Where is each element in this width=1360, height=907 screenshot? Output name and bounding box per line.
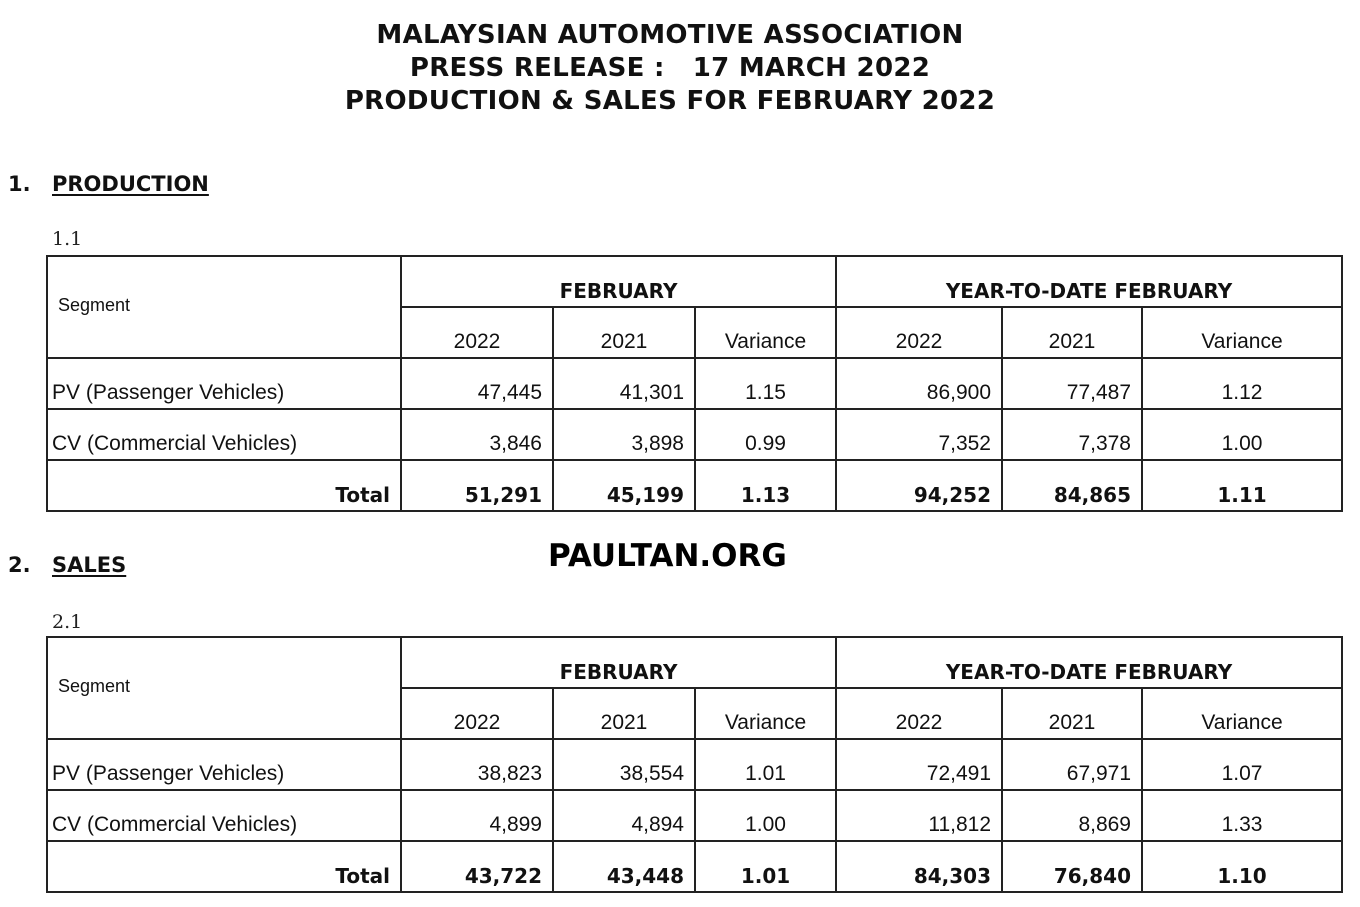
table-row bbox=[47, 790, 1342, 841]
column-header: 2021 bbox=[553, 688, 695, 739]
column-header: Variance bbox=[1142, 688, 1342, 739]
production-table bbox=[46, 255, 1343, 512]
segment-header: Segment bbox=[47, 256, 401, 358]
table-cell: 41,301 bbox=[553, 358, 695, 409]
document-title: MALAYSIAN AUTOMOTIVE ASSOCIATION bbox=[376, 20, 964, 50]
table-cell: 1.10 bbox=[1142, 841, 1342, 892]
table-cell: 84,303 bbox=[836, 841, 1002, 892]
column-header: 2022 bbox=[401, 688, 553, 739]
table-cell: 38,823 bbox=[401, 739, 553, 790]
table-cell: 11,812 bbox=[836, 790, 1002, 841]
section-number: 1. bbox=[8, 172, 31, 196]
column-header: Variance bbox=[695, 688, 836, 739]
table-row bbox=[47, 409, 1342, 460]
table-cell: 72,491 bbox=[836, 739, 1002, 790]
press-release-line bbox=[0, 53, 1340, 83]
ytd-group-header: YEAR-TO-DATE FEBRUARY bbox=[836, 256, 1342, 307]
table-cell: 86,900 bbox=[836, 358, 1002, 409]
table-cell: 1.12 bbox=[1142, 358, 1342, 409]
table-cell: 1.01 bbox=[695, 739, 836, 790]
table-cell: 45,199 bbox=[553, 460, 695, 511]
ytd-group-header: YEAR-TO-DATE FEBRUARY bbox=[836, 637, 1342, 688]
section-heading-sales bbox=[8, 553, 126, 577]
table-cell: 67,971 bbox=[1002, 739, 1142, 790]
row-label: PV (Passenger Vehicles) bbox=[47, 739, 401, 790]
table-cell: 1.00 bbox=[1142, 409, 1342, 460]
table-cell: 1.15 bbox=[695, 358, 836, 409]
table-cell: 76,840 bbox=[1002, 841, 1142, 892]
table-cell: 4,894 bbox=[553, 790, 695, 841]
table-cell: 77,487 bbox=[1002, 358, 1142, 409]
table-cell: 1.01 bbox=[695, 841, 836, 892]
table-cell: 8,869 bbox=[1002, 790, 1142, 841]
table-cell: 1.33 bbox=[1142, 790, 1342, 841]
watermark: PAULTAN.ORG bbox=[548, 538, 787, 574]
table-cell: 4,899 bbox=[401, 790, 553, 841]
table-cell: 94,252 bbox=[836, 460, 1002, 511]
press-release-label: PRESS RELEASE : bbox=[409, 53, 665, 83]
month-group-header: FEBRUARY bbox=[401, 256, 836, 307]
column-header: 2021 bbox=[553, 307, 695, 358]
table-row bbox=[47, 739, 1342, 790]
column-header: Variance bbox=[1142, 307, 1342, 358]
table-cell: 7,378 bbox=[1002, 409, 1142, 460]
table-cell: 0.99 bbox=[695, 409, 836, 460]
subsection-label: 1.1 bbox=[52, 228, 83, 250]
section-title: PRODUCTION bbox=[52, 172, 209, 196]
row-label: PV (Passenger Vehicles) bbox=[47, 358, 401, 409]
row-label: Total bbox=[47, 460, 401, 511]
column-header: 2021 bbox=[1002, 307, 1142, 358]
table-cell: 3,898 bbox=[553, 409, 695, 460]
column-header: 2022 bbox=[836, 688, 1002, 739]
column-header: 2022 bbox=[401, 307, 553, 358]
section-heading-production bbox=[8, 172, 209, 196]
table-row bbox=[47, 358, 1342, 409]
table-cell: 47,445 bbox=[401, 358, 553, 409]
subsection-label: 2.1 bbox=[52, 611, 83, 633]
column-header: 2021 bbox=[1002, 688, 1142, 739]
document-subtitle: PRODUCTION & SALES FOR FEBRUARY 2022 bbox=[344, 86, 996, 116]
row-label: CV (Commercial Vehicles) bbox=[47, 790, 401, 841]
month-group-header: FEBRUARY bbox=[401, 637, 836, 688]
table-cell: 7,352 bbox=[836, 409, 1002, 460]
column-header: Variance bbox=[695, 307, 836, 358]
table-cell: 3,846 bbox=[401, 409, 553, 460]
press-release-date: 17 MARCH 2022 bbox=[692, 53, 931, 83]
table-cell: 43,448 bbox=[553, 841, 695, 892]
row-label: CV (Commercial Vehicles) bbox=[47, 409, 401, 460]
table-cell: 1.11 bbox=[1142, 460, 1342, 511]
table-cell: 51,291 bbox=[401, 460, 553, 511]
table-cell: 43,722 bbox=[401, 841, 553, 892]
section-title: SALES bbox=[52, 553, 127, 577]
column-header: 2022 bbox=[836, 307, 1002, 358]
segment-header: Segment bbox=[47, 637, 401, 739]
table-cell: 1.00 bbox=[695, 790, 836, 841]
section-number: 2. bbox=[8, 553, 31, 577]
total-row bbox=[47, 841, 1342, 892]
sales-table bbox=[46, 636, 1343, 893]
table-cell: 84,865 bbox=[1002, 460, 1142, 511]
row-label: Total bbox=[47, 841, 401, 892]
table-cell: 1.07 bbox=[1142, 739, 1342, 790]
table-cell: 1.13 bbox=[695, 460, 836, 511]
table-cell: 38,554 bbox=[553, 739, 695, 790]
total-row bbox=[47, 460, 1342, 511]
